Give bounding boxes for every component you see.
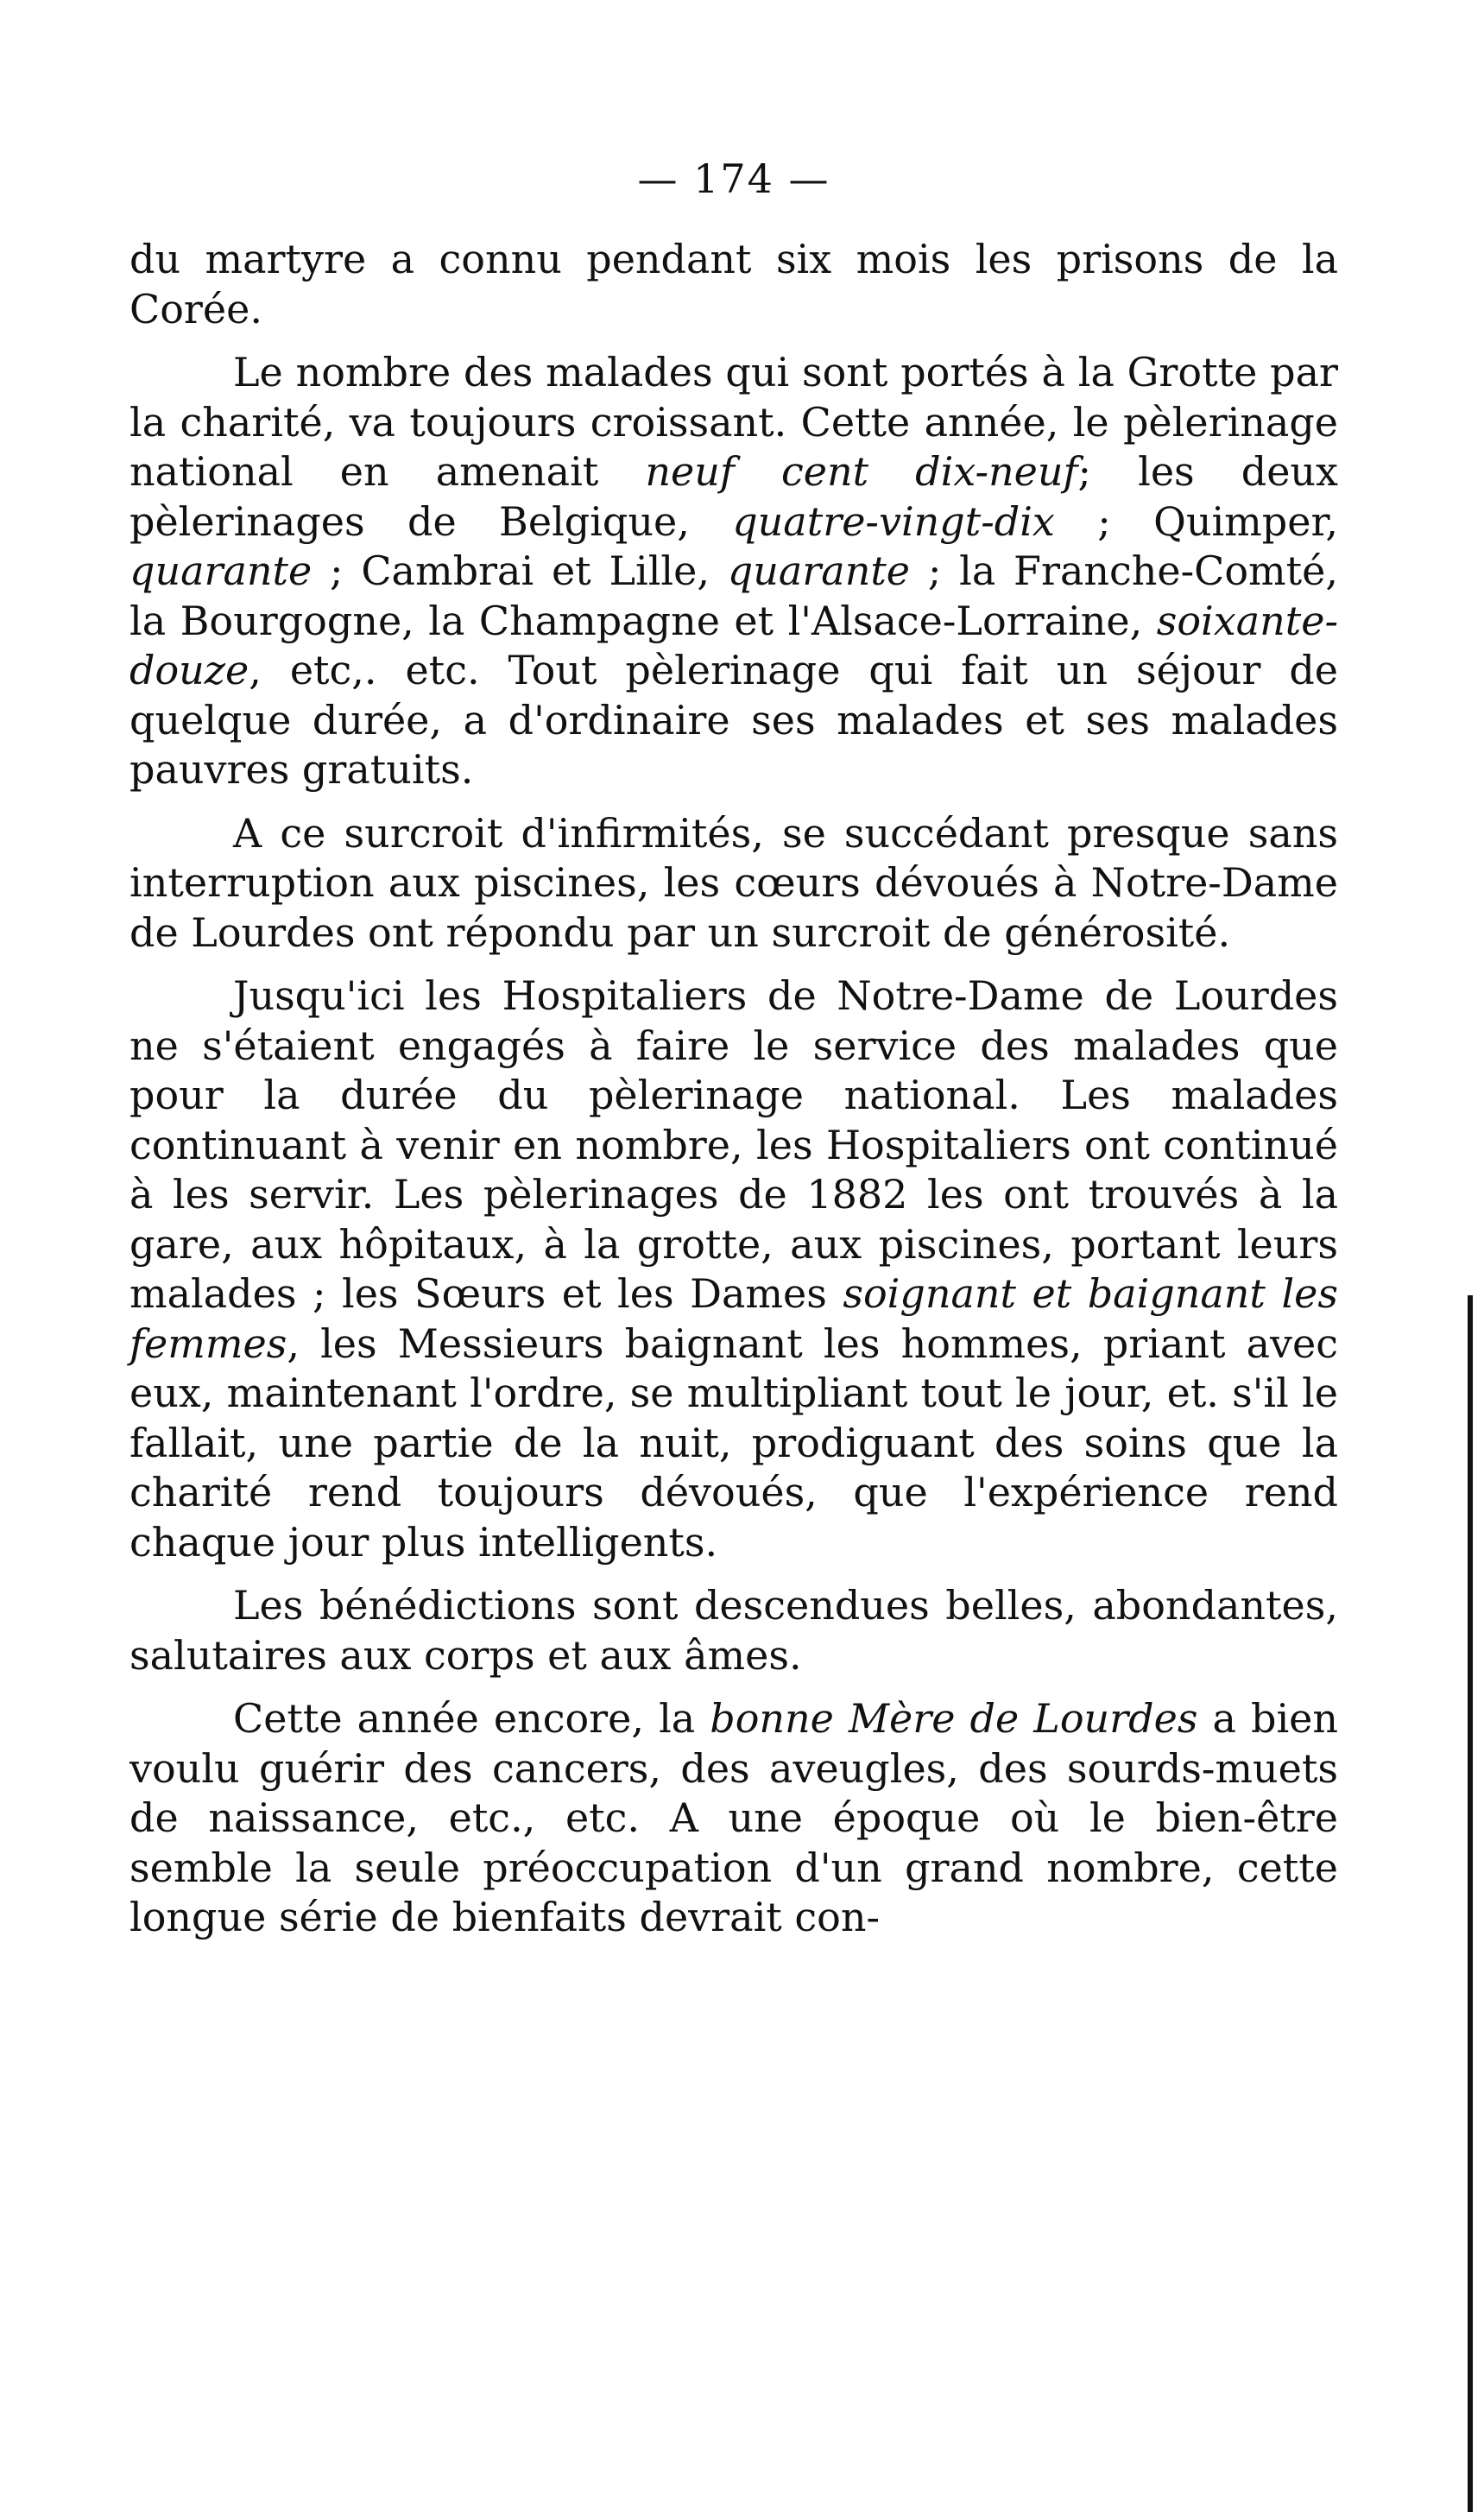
paragraph xyxy=(129,1694,1338,1943)
text-run: ; Quimper, xyxy=(1054,497,1339,545)
text-run: Cette année encore, la xyxy=(233,1695,710,1742)
paragraph xyxy=(129,235,1338,334)
text-run: ; les deux pèlerinages de Belgique, xyxy=(129,448,1338,545)
page-edge-rule xyxy=(1468,1295,1473,2512)
paragraph xyxy=(129,971,1338,1567)
text-run: , etc,. etc. Tout pèlerinage qui fait un séjour de quelque durée, a d'ordinaire ses malades et ses malades pauvres gratuits. xyxy=(129,647,1338,793)
text-run: A ce surcroit d'infirmités, se succédant presque sans interruption aux piscines, les cœurs dévoués à Notre-Dame de Lourdes ont répondu par un surcroit de générosité. xyxy=(129,809,1338,956)
body-text xyxy=(129,235,1338,1943)
italic-text: quarante xyxy=(727,547,911,594)
italic-text: bonne Mère de Lourdes xyxy=(710,1695,1198,1742)
text-run: Les bénédictions sont descendues belles, abondantes, salutaires aux corps et aux âmes. xyxy=(129,1582,1338,1679)
italic-text: soixante-douze xyxy=(129,597,1338,693)
italic-text: soignant et baignant les femmes xyxy=(129,1270,1338,1367)
paragraph xyxy=(129,809,1338,959)
text-run: du martyre a connu pendant six mois les prisons de la Corée. xyxy=(129,236,1338,332)
text-run: a bien voulu guérir des cancers, des aveugles, des sourds-muets de naissance, etc., etc. A une époque où le bien-être semble la seule préoccupation d'un grand nombre, cette longue série de bienfaits devrait con- xyxy=(129,1695,1338,1940)
paragraph xyxy=(129,1581,1338,1680)
italic-text: quarante xyxy=(129,547,313,594)
paragraph xyxy=(129,348,1338,795)
italic-text: quatre-vingt-dix xyxy=(732,497,1055,545)
book-page xyxy=(129,155,1338,1957)
text-run: ; la Franche-Comté, la Bourgogne, la Champagne et l'Alsace-Lorraine, xyxy=(129,547,1339,644)
text-run: ; Cambrai et Lille, xyxy=(312,547,728,594)
text-run: Jusqu'ici les Hospitaliers de Notre-Dame de Lourdes ne s'étaient engagés à faire le service des malades que pour la durée du pèlerinage national. Les malades continuant à venir en nombre, les Hospitaliers ont continué à les servir. Les pèlerinages de 1882 les ont trouvés à la gare, aux hôpitaux, à la grotte, aux piscines, portant leurs malades ; les Sœurs et les Dames xyxy=(129,972,1338,1317)
page-number: — 174 — xyxy=(637,155,830,202)
italic-text: neuf cent dix-neuf xyxy=(645,448,1078,495)
text-run: Le nombre des malades qui sont portés à la Grotte par la charité, va toujours croissant. Cette année, le pèlerinage national en amenait xyxy=(129,349,1338,495)
text-run: , les Messieurs baignant les hommes, priant avec eux, maintenant l'ordre, se multipliant tout le jour, et. s'il le fallait, une partie de la nuit, prodiguant des soins que la charité rend toujours dévoués, que l'expérience rend chaque jour plus intelligents. xyxy=(129,1319,1338,1566)
